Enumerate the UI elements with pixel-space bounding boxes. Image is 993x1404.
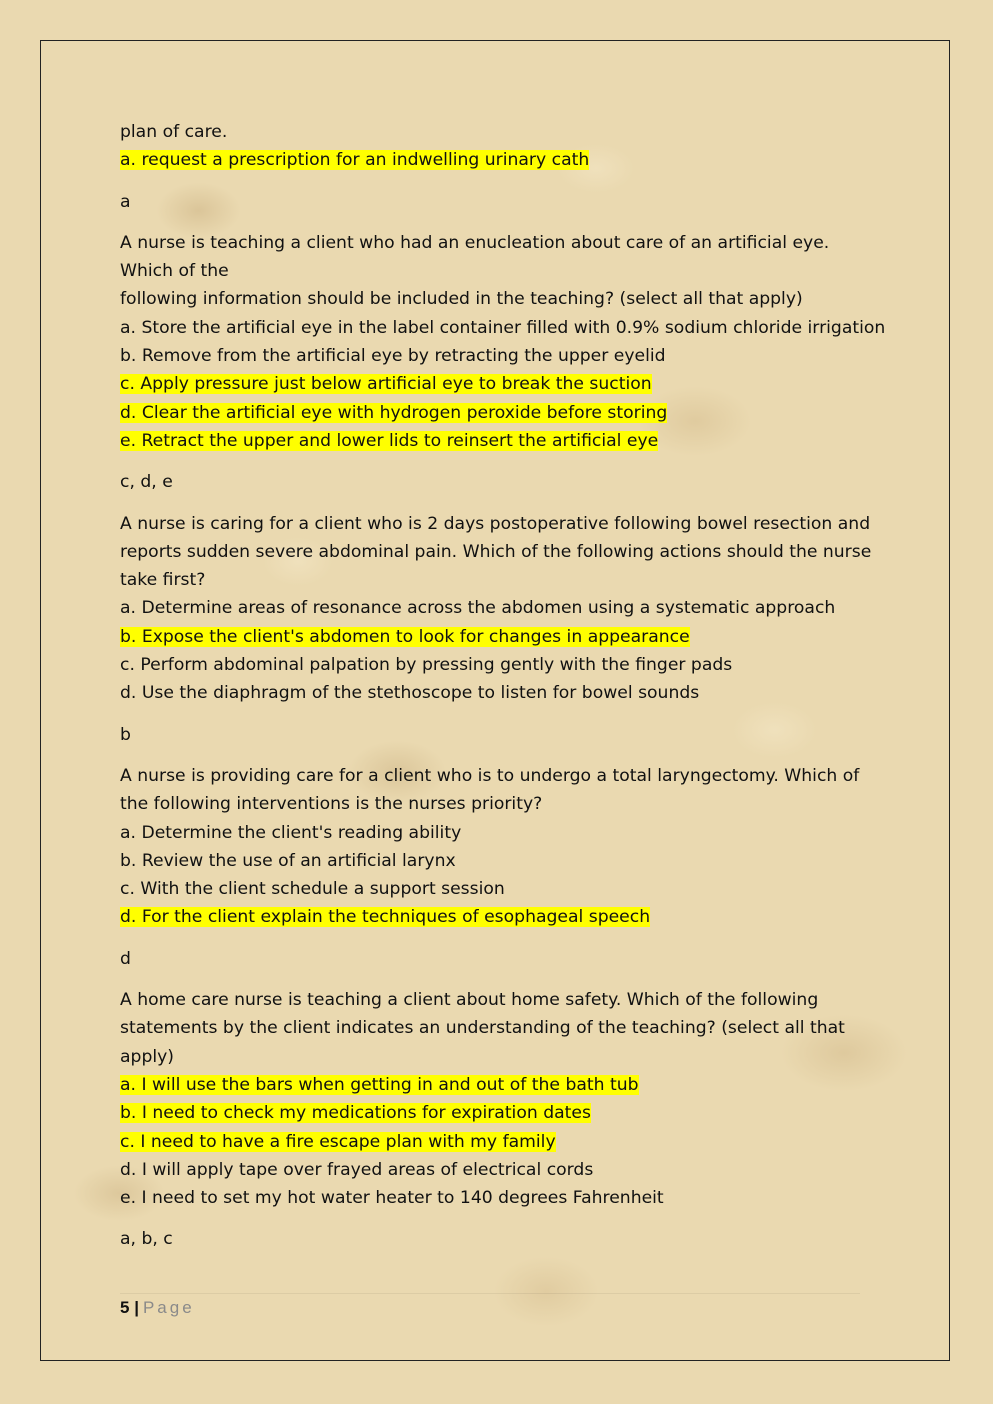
line-text: statements by the client indicates an understanding of the teaching? (select all that xyxy=(120,1018,845,1039)
line-text: b. Expose the client's abdomen to look for changes in appearance xyxy=(120,626,690,647)
line-text: d xyxy=(120,948,131,969)
page-number: 5 xyxy=(120,1298,130,1317)
document-body xyxy=(120,118,886,1254)
text-line xyxy=(120,819,880,847)
text-line xyxy=(120,257,880,285)
line-text: plan of care. xyxy=(120,122,228,142)
text-line xyxy=(120,188,880,216)
text-line xyxy=(120,510,880,538)
line-text: b. Remove from the artificial eye by retracting the upper eyelid xyxy=(120,346,666,367)
line-text: a. Store the artificial eye in the label container filled with 0.9% sodium chloride irrigation xyxy=(120,317,886,338)
line-text: following information should be included in the teaching? (select all that apply) xyxy=(120,289,803,310)
text-line xyxy=(120,847,880,875)
line-text: take first? xyxy=(120,570,206,591)
line-text: c. With the client schedule a support session xyxy=(120,879,505,900)
text-line xyxy=(120,679,880,707)
highlighted-text-line xyxy=(120,1071,880,1099)
text-line xyxy=(120,1156,880,1184)
highlighted-text-line xyxy=(120,427,880,455)
line-text: e. I need to set my hot water heater to 140 degrees Fahrenheit xyxy=(120,1188,664,1209)
line-text: a. I will use the bars when getting in and out of the bath tub xyxy=(120,1074,639,1095)
text-line xyxy=(120,721,880,749)
text-line xyxy=(120,285,880,313)
line-text: c. I need to have a fire escape plan with my family xyxy=(120,1131,556,1152)
highlighted-text-line xyxy=(120,903,880,931)
page-separator: | xyxy=(134,1298,139,1317)
page-label: Page xyxy=(142,1298,195,1317)
line-text: reports sudden severe abdominal pain. Which of the following actions should the nurse xyxy=(120,541,872,562)
line-text: b. Review the use of an artificial larynx xyxy=(120,850,456,871)
line-text: c. Perform abdominal palpation by pressing gently with the finger pads xyxy=(120,655,733,676)
line-text: Which of the xyxy=(120,261,229,282)
text-line xyxy=(120,314,886,342)
line-text: apply) xyxy=(120,1046,175,1067)
line-text: a xyxy=(120,191,131,212)
line-text: c, d, e xyxy=(120,472,173,493)
text-line xyxy=(120,790,880,818)
text-line xyxy=(120,1014,880,1042)
line-text: d. For the client explain the techniques of esophageal speech xyxy=(120,907,651,928)
line-text: a, b, c xyxy=(120,1229,173,1250)
highlighted-text-line xyxy=(120,1099,880,1127)
highlighted-text-line xyxy=(120,399,880,427)
text-line xyxy=(120,468,880,496)
text-line xyxy=(120,651,880,679)
line-text: d. I will apply tape over frayed areas of electrical cords xyxy=(120,1159,594,1180)
line-text: a. Determine areas of resonance across the abdomen using a systematic approach xyxy=(120,598,836,619)
highlighted-text-line xyxy=(120,623,880,651)
highlighted-text-line xyxy=(120,1128,880,1156)
highlighted-text-line xyxy=(120,370,880,398)
line-text: A nurse is teaching a client who had an enucleation about care of an artificial eye. xyxy=(120,232,830,253)
highlighted-text-line xyxy=(120,146,880,174)
text-line xyxy=(120,229,880,257)
line-text: A nurse is providing care for a client who is to undergo a total laryngectomy. Which of xyxy=(120,765,860,786)
line-text: b. I need to check my medications for expiration dates xyxy=(120,1103,591,1124)
line-text: the following interventions is the nurses priority? xyxy=(120,794,543,815)
page-footer xyxy=(120,1293,860,1318)
line-text: b xyxy=(120,724,131,745)
line-text: a. Determine the client's reading ability xyxy=(120,822,462,843)
text-line xyxy=(120,945,880,973)
line-text: A home care nurse is teaching a client about home safety. Which of the following xyxy=(120,990,819,1011)
text-line xyxy=(120,1043,880,1071)
line-text: c. Apply pressure just below artificial eye to break the suction xyxy=(120,374,652,395)
text-line xyxy=(120,762,880,790)
text-line xyxy=(120,566,880,594)
text-line xyxy=(120,342,880,370)
line-text: d. Clear the artificial eye with hydrogen peroxide before storing xyxy=(120,402,668,423)
line-text: d. Use the diaphragm of the stethoscope to listen for bowel sounds xyxy=(120,683,700,704)
text-line xyxy=(120,118,880,146)
text-line xyxy=(120,875,880,903)
text-line xyxy=(120,1184,880,1212)
text-line xyxy=(120,594,880,622)
line-text: e. Retract the upper and lower lids to reinsert the artificial eye xyxy=(120,430,659,451)
text-line xyxy=(120,1225,880,1253)
text-line xyxy=(120,538,880,566)
line-text: A nurse is caring for a client who is 2 days postoperative following bowel resection and xyxy=(120,513,871,534)
line-text: a. request a prescription for an indwelling urinary cath xyxy=(120,150,590,171)
text-line xyxy=(120,986,880,1014)
